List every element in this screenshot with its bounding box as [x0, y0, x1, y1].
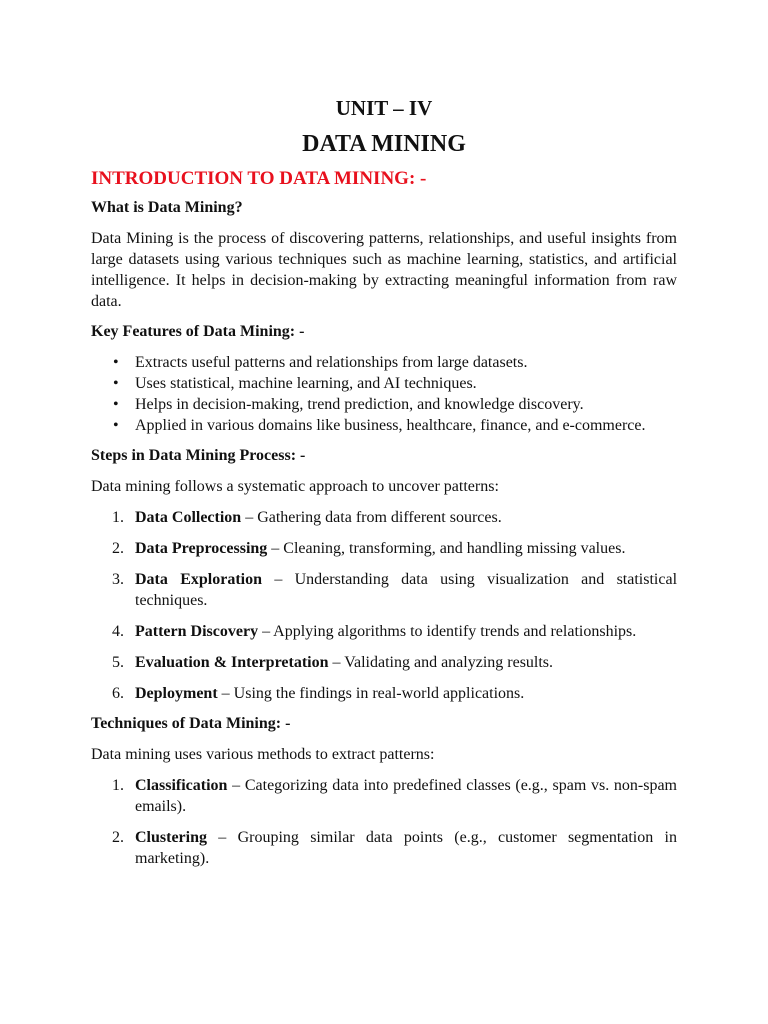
- step-number: 6.: [112, 685, 124, 702]
- intro-heading: INTRODUCTION TO DATA MINING: -: [91, 168, 427, 189]
- list-item: [91, 621, 677, 642]
- list-item: [91, 775, 677, 817]
- technique-term: Clustering: [135, 829, 207, 846]
- list-item: [91, 683, 677, 704]
- step-desc: – Understanding data using visualization and statistical techniques.: [135, 571, 678, 609]
- step-number: 5.: [112, 654, 124, 671]
- step-term: Deployment: [135, 685, 218, 702]
- technique-desc: – Categorizing data into predefined classes (e.g., spam vs. non-spam emails).: [135, 777, 677, 815]
- technique-desc: – Grouping similar data points (e.g., customer segmentation in marketing).: [135, 829, 677, 867]
- list-item: [91, 394, 677, 415]
- list-item-text: Extracts useful patterns and relationships from large datasets.: [135, 354, 528, 371]
- list-item-text: Helps in decision-making, trend prediction, and knowledge discovery.: [135, 396, 584, 413]
- steps-list: [91, 507, 677, 704]
- bullet-icon: •: [113, 354, 119, 371]
- step-term: Pattern Discovery: [135, 623, 259, 640]
- list-item: [91, 538, 677, 559]
- bullet-icon: •: [113, 417, 119, 434]
- bullet-icon: •: [113, 396, 119, 413]
- steps-heading: Steps in Data Mining Process: -: [91, 447, 306, 464]
- bullet-icon: •: [113, 375, 119, 392]
- technique-number: 1.: [112, 777, 124, 794]
- techniques-intro: Data mining uses various methods to extract patterns:: [91, 746, 435, 763]
- techniques-list: [91, 775, 677, 869]
- step-desc: – Validating and analyzing results.: [328, 654, 554, 671]
- technique-term: Classification: [135, 777, 228, 794]
- technique-number: 2.: [112, 829, 124, 846]
- document-content: [91, 95, 677, 879]
- list-item: [91, 415, 677, 436]
- step-term: Data Preprocessing: [135, 540, 268, 557]
- list-item: [91, 569, 677, 611]
- list-item: [91, 827, 677, 869]
- list-item: [91, 507, 677, 528]
- list-item-text: Uses statistical, machine learning, and AI techniques.: [135, 375, 477, 392]
- step-desc: – Cleaning, transforming, and handling missing values.: [267, 540, 626, 557]
- list-item-text: Applied in various domains like business, healthcare, finance, and e-commerce.: [135, 417, 646, 434]
- page-title: DATA MINING: [302, 131, 466, 157]
- step-number: 1.: [112, 509, 124, 526]
- list-item: [91, 373, 677, 394]
- techniques-heading: Techniques of Data Mining: -: [91, 715, 291, 732]
- step-desc: – Using the findings in real-world applications.: [217, 685, 525, 702]
- step-desc: – Applying algorithms to identify trends and relationships.: [258, 623, 637, 640]
- what-paragraph: Data Mining is the process of discovering patterns, relationships, and useful insights from large datasets using various techniques such as machine learning, statistics, and artificial intelligence. It helps in decision-making by extracting meaningful information from raw data.: [91, 230, 677, 310]
- step-desc: – Gathering data from different sources.: [241, 509, 502, 526]
- step-number: 4.: [112, 623, 124, 640]
- step-term: Data Collection: [135, 509, 242, 526]
- steps-intro: Data mining follows a systematic approach to uncover patterns:: [91, 478, 499, 495]
- step-term: Data Exploration: [135, 571, 262, 588]
- features-list: [91, 352, 677, 436]
- unit-label: UNIT – IV: [335, 96, 433, 120]
- step-number: 3.: [112, 571, 124, 588]
- list-item: [91, 352, 677, 373]
- step-term: Evaluation & Interpretation: [135, 654, 329, 671]
- step-number: 2.: [112, 540, 124, 557]
- features-heading: Key Features of Data Mining: -: [91, 323, 305, 340]
- what-heading: What is Data Mining?: [91, 199, 243, 216]
- list-item: [91, 652, 677, 673]
